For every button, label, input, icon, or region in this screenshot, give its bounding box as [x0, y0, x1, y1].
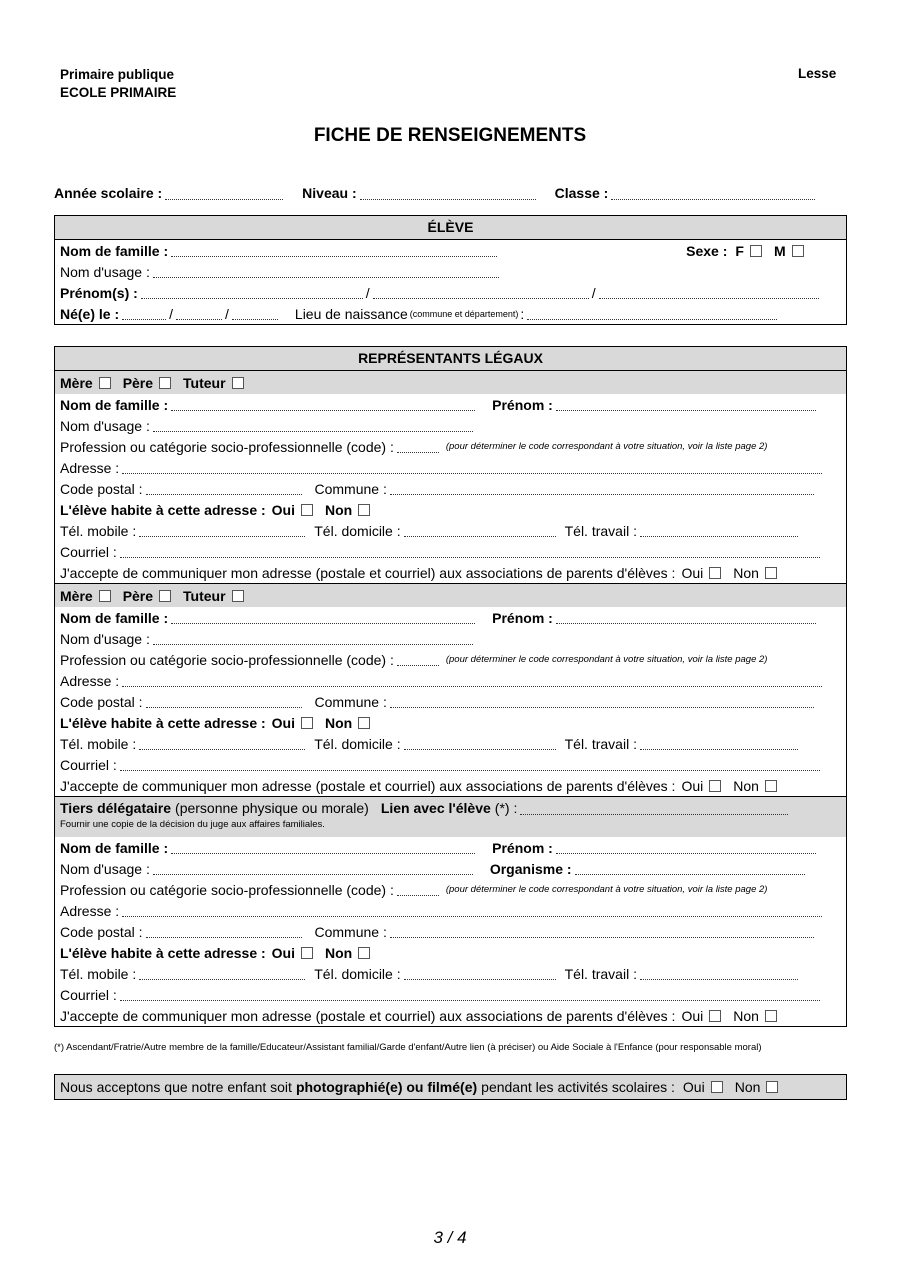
jour-field[interactable] — [122, 307, 166, 320]
travail-field[interactable] — [640, 737, 798, 750]
usage-label: Nom d'usage : — [60, 860, 150, 877]
eleve-heading: ÉLÈVE — [55, 216, 846, 240]
accepte-label: J'accepte de communiquer mon adresse (postale et courriel) aux associations de parents d'élèves : — [60, 1007, 676, 1024]
nom-label: Nom de famille : — [60, 396, 169, 413]
niveau-field[interactable] — [360, 187, 536, 200]
habite-non-checkbox[interactable] — [358, 947, 370, 959]
prenom-label: Prénom : — [492, 396, 553, 413]
non-label: Non — [325, 944, 353, 961]
accepte-label: J'accepte de communiquer mon adresse (postale et courriel) aux associations de parents d'élèves : — [60, 777, 676, 794]
rep2-row-tel — [55, 733, 846, 754]
rep1-row-accepte — [55, 562, 846, 583]
nom-label: Nom de famille : — [60, 839, 169, 856]
oui-label: Oui — [271, 714, 295, 731]
lien-note: (*) : — [494, 800, 518, 816]
travail-field[interactable] — [640, 967, 798, 980]
tiers-row-tel — [55, 963, 846, 984]
school-type: Primaire publique — [60, 67, 175, 82]
nom-label: Nom de famille : — [60, 609, 169, 626]
habite-oui-checkbox[interactable] — [301, 717, 313, 729]
oui-label: Oui — [681, 777, 704, 794]
usage-label: Nom d'usage : — [60, 630, 150, 647]
commune-label: Commune : — [314, 923, 387, 940]
rep2-row-accepte — [55, 775, 846, 796]
profession-note: (pour déterminer le code correspondant à votre situation, voir la liste page 2) — [445, 441, 768, 452]
profession-label: Profession ou catégorie socio-professionnelle (code) : — [60, 438, 394, 455]
rep2-row-profession — [55, 649, 846, 670]
oui-label: Oui — [271, 944, 295, 961]
rep2-row-nom — [55, 607, 846, 628]
habite-oui-checkbox[interactable] — [301, 504, 313, 516]
rep1-row-cp — [55, 478, 846, 499]
non-label: Non — [734, 1079, 761, 1095]
profession-label: Profession ou catégorie socio-professionnelle (code) : — [60, 881, 394, 898]
non-label: Non — [325, 501, 353, 518]
accepte-non-checkbox[interactable] — [765, 1010, 777, 1022]
profession-note: (pour déterminer le code correspondant à votre situation, voir la liste page 2) — [445, 654, 768, 665]
tiers-row-profession — [55, 879, 846, 900]
tiers-title-note: (personne physique ou morale) — [175, 800, 369, 816]
accepte-non-checkbox[interactable] — [765, 780, 777, 792]
domicile-label: Tél. domicile : — [314, 735, 401, 752]
tiers-title: Tiers délégataire — [60, 800, 172, 816]
profession-field[interactable] — [397, 440, 439, 453]
ne-label: Né(e) le : — [60, 305, 120, 322]
lieu-label: Lieu de naissance — [294, 305, 408, 322]
photo-non-checkbox[interactable] — [766, 1081, 778, 1093]
sexe-f-label: F — [735, 242, 744, 259]
tuteur-label: Tuteur — [183, 587, 226, 604]
adresse-label: Adresse : — [60, 902, 120, 919]
sexe-label: Sexe : — [686, 242, 728, 259]
representants-section — [54, 346, 847, 1027]
photo-consent — [54, 1074, 847, 1100]
annee-label: Année scolaire : — [54, 185, 163, 201]
lieu-field[interactable] — [527, 307, 777, 320]
pere-label: Père — [122, 374, 154, 391]
accepte-non-checkbox[interactable] — [765, 567, 777, 579]
domicile-label: Tél. domicile : — [314, 965, 401, 982]
courriel-field[interactable] — [120, 988, 820, 1001]
slash: / — [365, 284, 370, 301]
nom-field[interactable] — [171, 398, 475, 411]
commune-field[interactable] — [390, 482, 814, 495]
cp-field[interactable] — [146, 482, 302, 495]
footnote: (*) Ascendant/Fratrie/Autre membre de la famille/Educateur/Assistant familial/Garde d'enfant/Autre lien (à préciser) ou Aide Sociale à l'Enfance (pour responsable moral) — [54, 1042, 762, 1053]
commune-field[interactable] — [390, 695, 814, 708]
lien-field[interactable] — [520, 802, 788, 815]
tiers-row-nom — [55, 837, 846, 858]
page-title: FICHE DE RENSEIGNEMENTS — [313, 125, 587, 146]
rep2-role-row — [55, 583, 846, 607]
organisme-label: Organisme : — [489, 860, 572, 877]
adresse-field[interactable] — [122, 904, 822, 917]
representants-heading: REPRÉSENTANTS LÉGAUX — [55, 347, 846, 371]
usage-field[interactable] — [153, 862, 473, 875]
non-label: Non — [325, 714, 353, 731]
mois-field[interactable] — [176, 307, 222, 320]
sexe-m-label: M — [773, 242, 786, 259]
oui-label: Oui — [271, 501, 295, 518]
lieu-note: (commune et département) — [409, 308, 519, 319]
travail-field[interactable] — [640, 524, 798, 537]
habite-label: L'élève habite à cette adresse : — [60, 501, 266, 518]
usage-field[interactable] — [153, 419, 473, 432]
nom-label: Nom de famille : — [60, 242, 169, 259]
rep1-row-courriel — [55, 541, 846, 562]
nom-field[interactable] — [171, 244, 497, 257]
courriel-label: Courriel : — [60, 543, 117, 560]
habite-label: L'élève habite à cette adresse : — [60, 944, 266, 961]
usage-field[interactable] — [153, 632, 473, 645]
commune-label: Commune : — [314, 693, 387, 710]
tiers-row-accepte — [55, 1005, 846, 1026]
tuteur-label: Tuteur — [183, 374, 226, 391]
domicile-field[interactable] — [404, 524, 556, 537]
non-label: Non — [733, 564, 759, 581]
sexe-f-checkbox[interactable] — [750, 245, 762, 257]
rep1-row-nom — [55, 394, 846, 415]
eleve-row-usage — [55, 261, 846, 282]
prenom-field[interactable] — [556, 398, 816, 411]
photo-oui-checkbox[interactable] — [711, 1081, 723, 1093]
school-name: ECOLE PRIMAIRE — [60, 85, 177, 100]
year-line — [54, 185, 818, 201]
tiers-row-habite — [55, 942, 846, 963]
photo-text: Nous acceptons que notre enfant soit — [60, 1079, 292, 1095]
rep1-row-adresse — [55, 457, 846, 478]
lien-label: Lien avec l'élève — [380, 800, 491, 816]
travail-label: Tél. travail : — [564, 522, 637, 539]
school-info — [60, 66, 176, 102]
page-number: 3 / 4 — [433, 1228, 467, 1247]
non-label: Non — [733, 777, 759, 794]
slash: / — [225, 305, 229, 322]
tiers-row-usage — [55, 858, 846, 879]
organisme-field[interactable] — [575, 862, 805, 875]
mere-checkbox[interactable] — [99, 590, 111, 602]
prenom3-field[interactable] — [599, 286, 819, 299]
mobile-field[interactable] — [139, 524, 305, 537]
adresse-field[interactable] — [122, 461, 822, 474]
cp-label: Code postal : — [60, 923, 143, 940]
habite-non-checkbox[interactable] — [358, 717, 370, 729]
city: Lesse — [798, 66, 837, 81]
oui-label: Oui — [682, 1079, 705, 1095]
mere-checkbox[interactable] — [99, 377, 111, 389]
prenom-field[interactable] — [556, 611, 816, 624]
pere-checkbox[interactable] — [159, 590, 171, 602]
prenom2-field[interactable] — [373, 286, 589, 299]
profession-label: Profession ou catégorie socio-professionnelle (code) : — [60, 651, 394, 668]
habite-non-checkbox[interactable] — [358, 504, 370, 516]
photo-text-bold: photographié(e) ou filmé(e) — [295, 1079, 478, 1095]
rep2-row-courriel — [55, 754, 846, 775]
tuteur-checkbox[interactable] — [232, 377, 244, 389]
domicile-label: Tél. domicile : — [314, 522, 401, 539]
prenom-label: Prénom : — [492, 609, 553, 626]
rep1-row-habite — [55, 499, 846, 520]
nom-field[interactable] — [171, 611, 475, 624]
rep2-row-cp — [55, 691, 846, 712]
mobile-label: Tél. mobile : — [60, 522, 137, 539]
adresse-label: Adresse : — [60, 672, 120, 689]
classe-field[interactable] — [611, 187, 815, 200]
rep2-row-adresse — [55, 670, 846, 691]
mere-label: Mère — [60, 587, 93, 604]
adresse-label: Adresse : — [60, 459, 120, 476]
pere-label: Père — [122, 587, 154, 604]
commune-label: Commune : — [314, 480, 387, 497]
travail-label: Tél. travail : — [564, 735, 637, 752]
habite-oui-checkbox[interactable] — [301, 947, 313, 959]
mobile-label: Tél. mobile : — [60, 735, 137, 752]
non-label: Non — [733, 1007, 759, 1024]
slash: / — [591, 284, 596, 301]
tiers-row-courriel — [55, 984, 846, 1005]
tiers-copie-note: Fournir une copie de la décision du juge aux affaires familiales. — [60, 819, 325, 830]
colon: : — [520, 305, 525, 322]
usage-label: Nom d'usage : — [60, 263, 150, 280]
mobile-field[interactable] — [139, 967, 305, 980]
domicile-field[interactable] — [404, 737, 556, 750]
pere-checkbox[interactable] — [159, 377, 171, 389]
annee-naissance-field[interactable] — [232, 307, 278, 320]
eleve-row-prenoms — [55, 282, 846, 303]
mobile-label: Tél. mobile : — [60, 965, 137, 982]
cp-field[interactable] — [146, 695, 302, 708]
travail-label: Tél. travail : — [564, 965, 637, 982]
adresse-field[interactable] — [122, 674, 822, 687]
courriel-label: Courriel : — [60, 756, 117, 773]
eleve-section — [54, 215, 847, 325]
prenom1-field[interactable] — [141, 286, 363, 299]
classe-label: Classe : — [554, 185, 609, 201]
tiers-row-cp — [55, 921, 846, 942]
cp-label: Code postal : — [60, 480, 143, 497]
mobile-field[interactable] — [139, 737, 305, 750]
rep1-role-row — [55, 371, 846, 394]
cp-field[interactable] — [146, 925, 302, 938]
courriel-field[interactable] — [120, 545, 820, 558]
accepte-oui-checkbox[interactable] — [709, 1010, 721, 1022]
profession-field[interactable] — [397, 653, 439, 666]
usage-field[interactable] — [153, 265, 499, 278]
domicile-field[interactable] — [404, 967, 556, 980]
eleve-row-naissance — [55, 303, 846, 324]
prenom-label: Prénom : — [492, 839, 553, 856]
usage-label: Nom d'usage : — [60, 417, 150, 434]
photo-text-after: pendant les activités scolaires : — [481, 1079, 675, 1095]
rep2-row-usage — [55, 628, 846, 649]
courriel-field[interactable] — [120, 758, 820, 771]
rep2-row-habite — [55, 712, 846, 733]
prenom-field[interactable] — [556, 841, 816, 854]
prenoms-label: Prénom(s) : — [60, 284, 138, 301]
rep1-row-tel — [55, 520, 846, 541]
slash: / — [169, 305, 174, 322]
eleve-row-nom — [55, 240, 846, 261]
rep1-row-profession — [55, 436, 846, 457]
oui-label: Oui — [681, 564, 704, 581]
sexe-m-checkbox[interactable] — [792, 245, 804, 257]
tiers-header — [55, 796, 846, 837]
rep1-row-usage — [55, 415, 846, 436]
accepte-label: J'accepte de communiquer mon adresse (postale et courriel) aux associations de parents d'élèves : — [60, 564, 676, 581]
accepte-oui-checkbox[interactable] — [709, 780, 721, 792]
commune-field[interactable] — [390, 925, 814, 938]
oui-label: Oui — [681, 1007, 704, 1024]
profession-field[interactable] — [397, 883, 439, 896]
annee-field[interactable] — [165, 187, 283, 200]
habite-label: L'élève habite à cette adresse : — [60, 714, 266, 731]
mere-label: Mère — [60, 374, 93, 391]
cp-label: Code postal : — [60, 693, 143, 710]
tuteur-checkbox[interactable] — [232, 590, 244, 602]
tiers-row-adresse — [55, 900, 846, 921]
nom-field[interactable] — [171, 841, 475, 854]
accepte-oui-checkbox[interactable] — [709, 567, 721, 579]
niveau-label: Niveau : — [302, 185, 357, 201]
courriel-label: Courriel : — [60, 986, 117, 1003]
profession-note: (pour déterminer le code correspondant à votre situation, voir la liste page 2) — [445, 884, 768, 895]
